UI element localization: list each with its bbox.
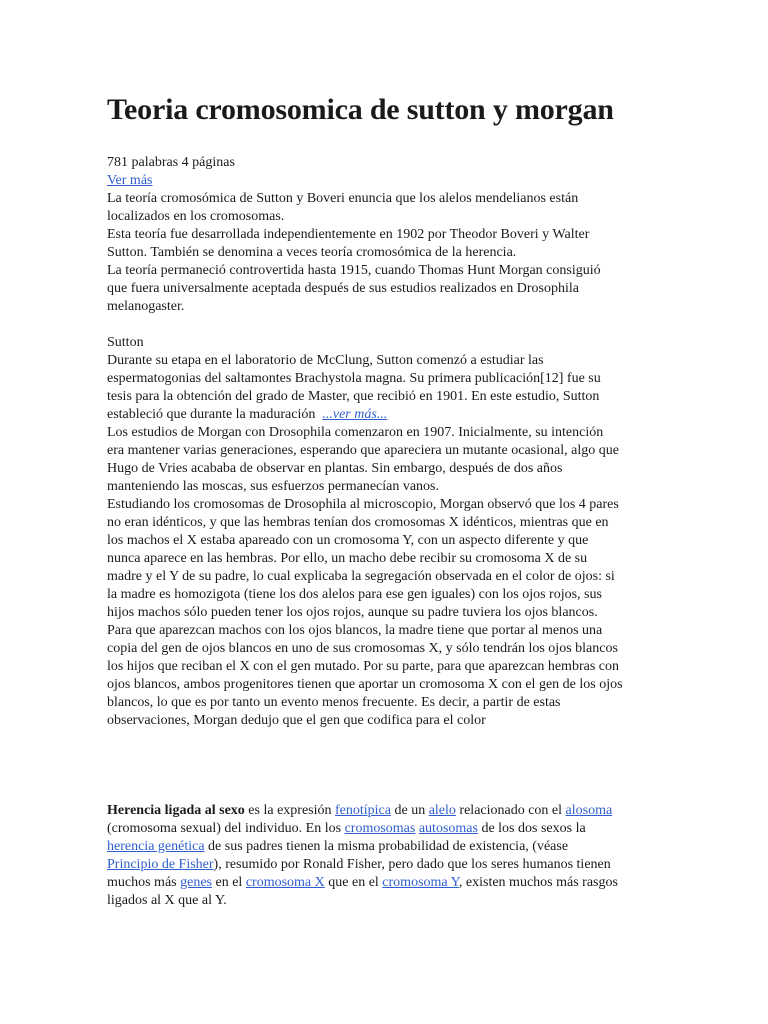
text-line — [107, 820, 667, 838]
text-line: ojos blancos, ambos progenitores tienen que aportar un cromosoma X con el gen de los ojos — [107, 677, 623, 692]
bold-term: Herencia ligada al sexo — [107, 803, 245, 818]
text-line: manteniendo las moscas, sus esfuerzos permanecían vanos. — [107, 479, 440, 494]
text-line: melanogaster. — [107, 299, 185, 314]
text-line — [107, 802, 667, 820]
text-fragment: (cromosoma sexual) del individuo. En los — [107, 821, 345, 836]
link-cromosoma-y[interactable]: cromosoma Y — [382, 875, 459, 890]
text-line: Sutton. También se denomina a veces teoría cromosómica de la herencia. — [107, 245, 517, 260]
text-fragment: , existen muchos más rasgos — [458, 875, 618, 890]
paragraph-morgan — [107, 424, 667, 730]
link-alosoma[interactable]: alosoma — [565, 803, 613, 818]
text-line: la madre es homozigota (tiene los dos alelos para ese gen iguales) con los ojos rojos, sus — [107, 587, 602, 602]
document-page — [107, 90, 667, 910]
text-line: observaciones, Morgan dedujo que el gen que codifica para el color — [107, 713, 486, 728]
text-fragment: que en el — [324, 875, 383, 890]
text-fragment: de los dos sexos la — [477, 821, 586, 836]
link-herencia-genetica[interactable]: herencia genética — [107, 839, 205, 854]
text-line — [107, 874, 667, 892]
text-line — [107, 838, 667, 856]
page-title: Teoria cromosomica de sutton y morgan — [107, 93, 614, 126]
text-line — [107, 406, 667, 424]
link-cromosoma-x[interactable]: cromosoma X — [245, 875, 325, 890]
link-autosomas[interactable]: autosomas — [418, 821, 478, 836]
text-line: Estudiando los cromosomas de Drosophila al microscopio, Morgan observó que los 4 pares — [107, 497, 619, 512]
text-line: Esta teoría fue desarrollada independientemente en 1902 por Theodor Boveri y Walter — [107, 227, 590, 242]
link-genes[interactable]: genes — [180, 875, 212, 890]
section-heading-sutton: Sutton — [107, 335, 144, 350]
spacer — [107, 730, 667, 802]
ver-mas-link[interactable]: Ver más — [107, 173, 153, 188]
link-fenotipica[interactable]: fenotípica — [335, 803, 391, 818]
link-principio-fisher[interactable]: Principio de Fisher — [107, 857, 214, 872]
text-line: blancos, lo que es por tanto un evento menos frecuente. Es decir, a partir de estas — [107, 695, 561, 710]
text-fragment: relacionado con el — [455, 803, 566, 818]
text-line: que fuera universalmente aceptada después de sus estudios realizados en Drosophila — [107, 281, 579, 296]
text-line: Durante su etapa en el laboratorio de McClung, Sutton comenzó a estudiar las — [107, 353, 544, 368]
text-line: era mantener varias generaciones, esperando que apareciera un mutante ocasional, algo que — [107, 443, 619, 458]
text-line: Hugo de Vries acababa de observar en plantas. Sin embargo, después de dos años — [107, 461, 563, 476]
spacer — [107, 316, 667, 334]
text-line: Los estudios de Morgan con Drosophila comenzaron en 1907. Inicialmente, su intención — [107, 425, 604, 440]
ver-mas-inline-link[interactable]: ...ver más... — [322, 407, 388, 422]
text-fragment: ), resumido por Ronald Fisher, pero dado que los seres humanos tienen — [213, 857, 611, 872]
text-fragment: de sus padres tienen la misma probabilidad de existencia, (véase — [204, 839, 569, 854]
text-fragment: muchos más — [107, 875, 181, 890]
paragraph-sutton — [107, 352, 667, 424]
text-line: La teoría cromosómica de Sutton y Boveri enuncia que los alelos mendelianos están — [107, 191, 579, 206]
text-line: los hijos que reciban el X con el gen mutado. Por su parte, para que aparezcan hembras con — [107, 659, 619, 674]
text-line: localizados en los cromosomas. — [107, 209, 285, 224]
paragraph-intro — [107, 190, 667, 316]
text-line: La teoría permaneció controvertida hasta 1915, cuando Thomas Hunt Morgan consiguió — [107, 263, 601, 278]
document-body — [107, 154, 667, 910]
text-fragment: es la expresión — [244, 803, 335, 818]
text-line: Para que aparezcan machos con los ojos blancos, la madre tiene que portar al menos una — [107, 623, 603, 638]
text-fragment: en el — [212, 875, 246, 890]
text-line: espermatogonias del saltamontes Brachystola magna. Su primera publicación[12] fue su — [107, 371, 601, 386]
link-alelo[interactable]: alelo — [428, 803, 456, 818]
text-line: ligados al X que al Y. — [107, 893, 227, 908]
text-line: copia del gen de ojos blancos en uno de sus cromosomas X, y sólo tendrán los ojos blancos — [107, 641, 618, 656]
text-line: hijos machos sólo pueden tener los ojos rojos, aunque su padre tuviera los ojos blancos. — [107, 605, 598, 620]
link-cromosomas[interactable]: cromosomas — [344, 821, 416, 836]
text-line: tesis para la obtención del grado de Master, que recibió en 1901. En este estudio, Sutton — [107, 389, 600, 404]
text-fragment: estableció que durante la maduración — [107, 407, 316, 422]
text-line: nunca aparece en las hembras. Por ello, un macho debe recibir su cromosoma X de su — [107, 551, 588, 566]
text-line — [107, 856, 667, 874]
text-line: no eran idénticos, y que las hembras tenían dos cromosomas X idénticos, mientras que en — [107, 515, 609, 530]
word-page-count: 781 palabras 4 páginas — [107, 155, 235, 170]
text-line: los machos el X estaba apareado con un cromosoma Y, con un aspecto diferente y que — [107, 533, 589, 548]
text-fragment: de un — [390, 803, 429, 818]
paragraph-herencia — [107, 802, 667, 910]
text-line: madre y el Y de su padre, lo cual explicaba la segregación observada en el color de ojos: si — [107, 569, 615, 584]
